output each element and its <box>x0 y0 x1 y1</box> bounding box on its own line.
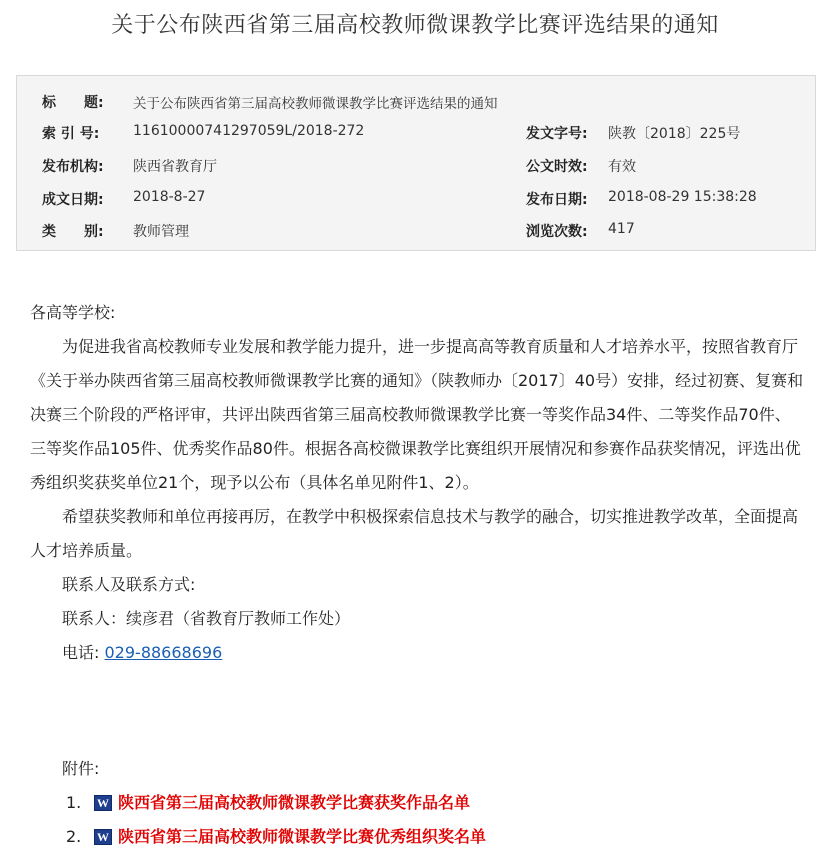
meta-index-label: 索 引 号: <box>42 126 100 142</box>
contact-person: 联系人：续彦君（省教育厅教师工作处） <box>62 609 351 628</box>
meta-category-value: 教师管理 <box>133 224 189 240</box>
meta-title-value: 关于公布陕西省第三届高校教师微课教学比赛评选结果的通知 <box>133 96 498 112</box>
meta-views-label: 浏览次数: <box>526 224 588 240</box>
attachment-item-2 <box>66 820 486 854</box>
attachment-number: 2. <box>66 827 82 846</box>
meta-org-value: 陕西省教育厅 <box>133 159 217 175</box>
salutation: 各高等学校: <box>30 303 116 322</box>
meta-row-index <box>17 123 815 155</box>
meta-made-label: 成文日期: <box>42 192 104 208</box>
meta-title-label: 标 题: <box>42 95 104 111</box>
attachment-list <box>66 786 486 854</box>
document-metadata-panel <box>16 75 816 251</box>
meta-row-dates <box>17 189 815 221</box>
meta-pub-value: 2018-08-29 15:38:28 <box>608 189 757 205</box>
paragraph-2: 希望获奖教师和单位再接再厉，在教学中积极探索信息技术与教学的融合，切实推进教学改革，全面提高人才培养质量。 <box>30 507 799 560</box>
meta-row-category <box>17 221 815 253</box>
meta-views-value: 417 <box>608 221 635 237</box>
meta-index-value: 11610000741297059L/2018-272 <box>133 123 365 139</box>
attachments-section <box>30 752 806 786</box>
word-doc-icon[interactable]: W <box>94 795 112 811</box>
meta-docno-label: 发文字号: <box>526 126 588 142</box>
attachments-label: 附件: <box>62 759 100 778</box>
attachment-item-1 <box>66 786 486 820</box>
meta-row-org <box>17 156 815 188</box>
attachment-link-1[interactable]: 陕西省第三届高校教师微课教学比赛获奖作品名单 <box>118 793 471 812</box>
contact-heading: 联系人及联系方式: <box>62 575 196 594</box>
word-doc-icon[interactable]: W <box>94 829 112 845</box>
meta-docno-value: 陕教〔2018〕225号 <box>608 126 741 142</box>
meta-row-title <box>17 92 815 124</box>
meta-validity-label: 公文时效: <box>526 159 588 175</box>
attachment-link-2[interactable]: 陕西省第三届高校教师微课教学比赛优秀组织奖名单 <box>118 827 487 846</box>
meta-validity-value: 有效 <box>608 159 636 175</box>
meta-category-label: 类 别: <box>42 224 104 240</box>
paragraph-1: 为促进我省高校教师专业发展和教学能力提升，进一步提高高等教育质量和人才培养水平，按照省教育厅《关于举办陕西省第三届高校教师微课教学比赛的通知》（陕教师办〔2017〕40号）安排，经过初赛、复赛和决赛三个阶段的严格评审，共评出陕西省第三届高校教师微课教学比赛一等奖作品34件、二等奖作品70件、三等奖作品105件、优秀奖作品80件。根据各高校微课教学比赛组织开展情况和参赛作品获奖情况，评选出优秀组织奖获奖单位21个，现予以公布（具体名单见附件1、2）。 <box>30 337 804 492</box>
meta-pub-label: 发布日期: <box>526 192 588 208</box>
document-body <box>30 296 806 670</box>
meta-made-value: 2018-8-27 <box>133 189 206 205</box>
page-title: 关于公布陕西省第三届高校教师微课教学比赛评选结果的通知 <box>111 13 719 38</box>
attachment-number: 1. <box>66 793 82 812</box>
phone-label: 电话: <box>62 643 100 662</box>
meta-org-label: 发布机构: <box>42 159 104 175</box>
phone-link[interactable]: 029-88668696 <box>104 643 223 662</box>
contact-phone-line <box>30 636 806 670</box>
